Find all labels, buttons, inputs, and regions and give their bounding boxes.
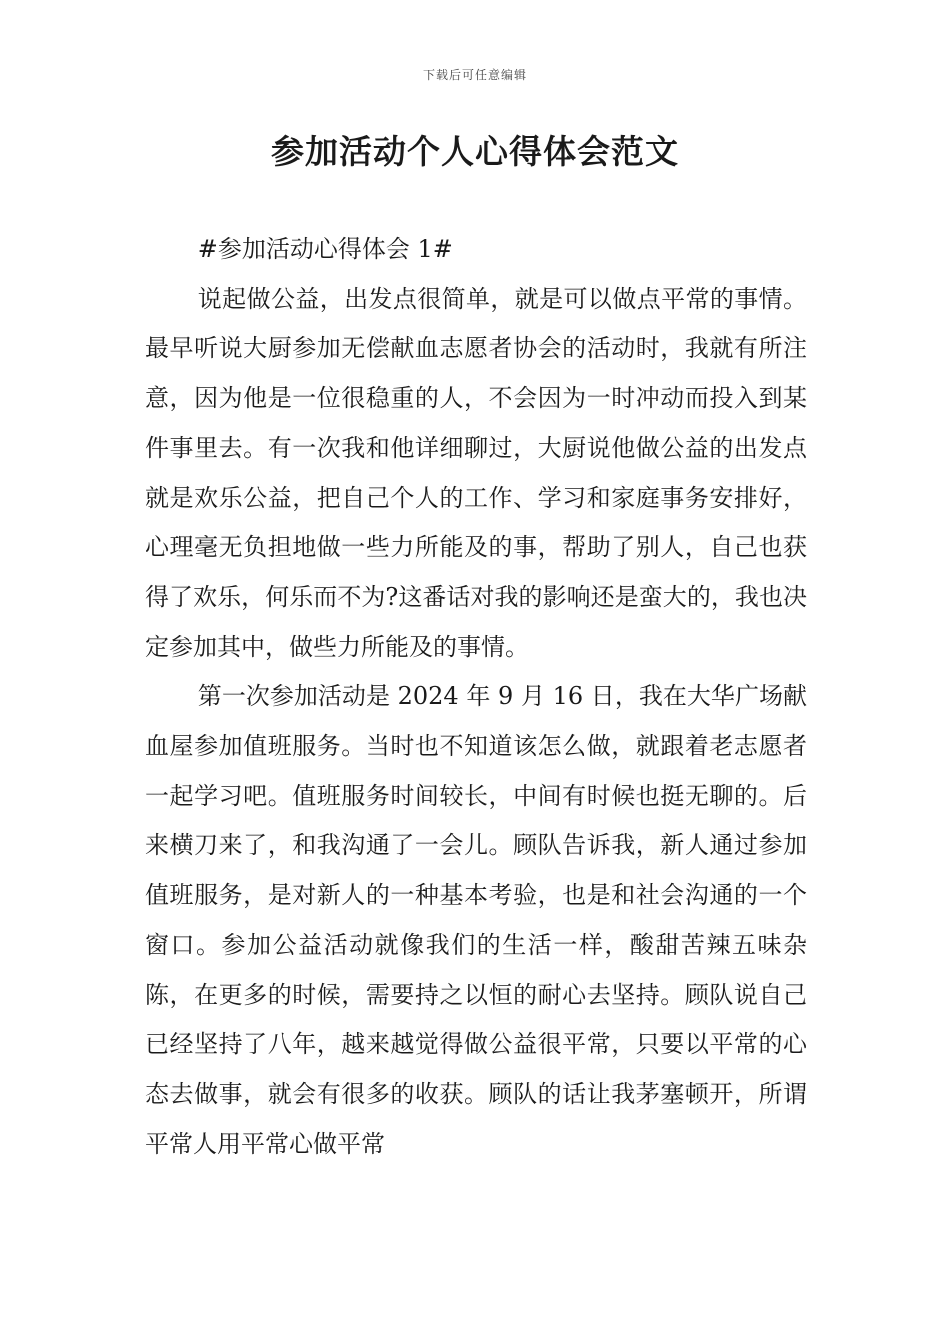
document-title: 参加活动个人心得体会范文 [271, 132, 679, 171]
header-note: 下载后可任意编辑 [422, 68, 527, 82]
paragraph-2: 第一次参加活动是 2024 年 9 月 16 日，我在大华广场献血屋参加值班服务。当时也不知道该怎么做，就跟着老志愿者一起学习吧。值班服务时间较长，中间有时候也挺无聊的。后来横刀来了，和我沟通了一会儿。顾队告诉我，新人通过参加值班服务，是对新人的一种基本考验，也是和社会沟通的一个窗口。参加公益活动就像我们的生活一样，酸甜苦辣五味杂陈，在更多的时候，需要持之以恒的耐心去坚持。顾队说自己已经坚持了八年，越来越觉得做公益很平常，只要以平常的心态去做事，就会有很多的收获。顾队的话让我茅塞顿开，所谓平常人用平常心做平常 [145, 682, 807, 1158]
document-body [145, 225, 807, 1169]
paragraph-1: 说起做公益，出发点很简单，就是可以做点平常的事情。最早听说大厨参加无偿献血志愿者协会的活动时，我就有所注意，因为他是一位很稳重的人，不会因为一时冲动而投入到某件事里去。有一次我和他详细聊过，大厨说他做公益的出发点就是欢乐公益，把自己个人的工作、学习和家庭事务安排好，心理毫无负担地做一些力所能及的事，帮助了别人，自己也获得了欢乐，何乐而不为?这番话对我的影响还是蛮大的，我也决定参加其中，做些力所能及的事情。 [145, 284, 807, 661]
section-heading: #参加活动心得体会 1# [197, 235, 453, 263]
